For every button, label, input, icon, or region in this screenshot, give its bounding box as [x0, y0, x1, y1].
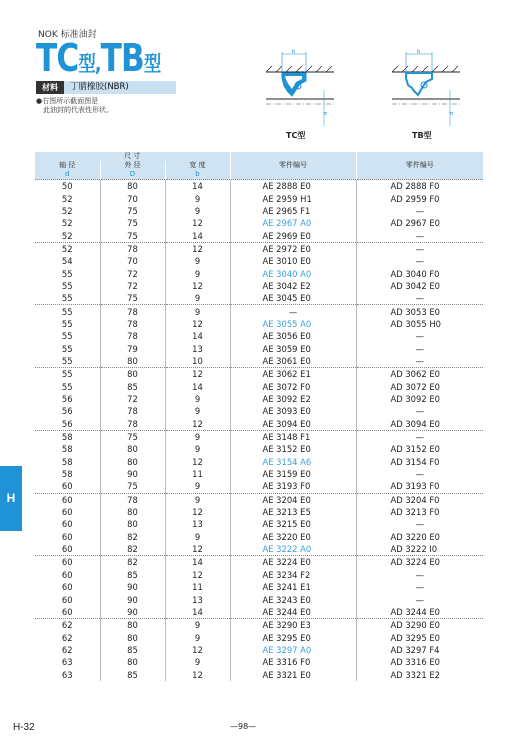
- tb-part-cell: AD 3220 E0: [356, 531, 483, 543]
- housing-hatch: [392, 66, 460, 72]
- outer-cell: 85: [100, 569, 165, 581]
- table-row: [35, 543, 483, 556]
- housing-hatch: [266, 66, 334, 72]
- tb-seal-figure: [388, 48, 468, 128]
- shaft-cell: 56: [61, 406, 73, 417]
- width-cell: 14: [165, 180, 230, 193]
- shaft-cell: 55: [61, 331, 73, 342]
- tc-part-header: 零件编号: [230, 152, 356, 180]
- outer-cell: 72: [100, 280, 165, 292]
- shaft-cell: 60: [61, 606, 73, 617]
- title-tb: TB: [100, 36, 144, 80]
- width-cell: 12: [165, 644, 230, 656]
- tc-part-cell: AE 2969 E0: [230, 229, 356, 242]
- tb-part-cell: —: [356, 430, 483, 443]
- table-row: [35, 556, 483, 569]
- seal-table: [35, 152, 483, 681]
- tb-part-cell: AD 3224 E0: [356, 556, 483, 569]
- tc-part-cell: AE 3094 E0: [230, 418, 356, 431]
- title-type1: 型: [78, 52, 95, 76]
- outer-cell: 80: [100, 368, 165, 381]
- width-cell: 9: [165, 656, 230, 668]
- width-cell: 12: [165, 418, 230, 431]
- tc-part-cell: AE 3222 A0: [230, 543, 356, 556]
- outer-cell: 85: [100, 668, 165, 680]
- page-number: —98—: [230, 722, 257, 731]
- table-row: [35, 493, 483, 506]
- tc-part-cell: AE 3061 E0: [230, 355, 356, 368]
- outer-header: 外 径: [100, 161, 165, 170]
- shaft-cell: 62: [61, 644, 73, 655]
- shaft-cell: 60: [61, 531, 73, 542]
- table-row: [35, 531, 483, 543]
- tb-part-cell: AD 2967 E0: [356, 217, 483, 229]
- shaft-cell: 56: [61, 418, 73, 429]
- dims-header: 尺 寸: [35, 152, 230, 161]
- outer-cell: 75: [100, 292, 165, 305]
- shaft-cell: 58: [35, 430, 100, 443]
- tc-part-cell: AE 3092 E2: [230, 393, 356, 405]
- outer-cell: 72: [100, 267, 165, 279]
- tb-part-cell: AD 3062 E0: [356, 368, 483, 381]
- width-cell: 9: [165, 531, 230, 543]
- width-cell: 13: [165, 518, 230, 530]
- table-row: [35, 443, 483, 455]
- width-symbol: b: [165, 170, 230, 180]
- outer-cell: 70: [100, 255, 165, 267]
- width-header: 宽 度: [165, 161, 230, 170]
- tc-part-cell: —: [230, 305, 356, 318]
- width-cell: 9: [165, 443, 230, 455]
- outer-cell: 80: [100, 631, 165, 643]
- width-cell: 9: [165, 619, 230, 632]
- tc-part-cell: AE 3321 E0: [230, 668, 356, 680]
- table-row: [35, 342, 483, 354]
- shaft-cell: 62: [61, 632, 73, 643]
- tc-part-cell: AE 3244 E0: [230, 606, 356, 619]
- table-row: [35, 393, 483, 405]
- table-row: [35, 606, 483, 619]
- outer-cell: 78: [100, 493, 165, 506]
- outer-cell: 79: [100, 342, 165, 354]
- dim-b-label: b: [417, 49, 421, 55]
- outer-cell: 78: [100, 318, 165, 330]
- outer-cell: 80: [100, 355, 165, 368]
- tb-part-cell: AD 3072 E0: [356, 381, 483, 393]
- table-row: [35, 569, 483, 581]
- note-line-1: ●右图所示截面图是: [36, 97, 99, 105]
- tc-part-cell: AE 3215 E0: [230, 518, 356, 530]
- outer-cell: 80: [100, 619, 165, 632]
- shaft-cell: 60: [61, 544, 73, 555]
- tb-part-cell: AD 3321 E2: [356, 668, 483, 680]
- table-row: [35, 405, 483, 417]
- shaft-cell: 62: [35, 619, 100, 632]
- tc-part-cell: AE 3042 E2: [230, 280, 356, 292]
- shaft-cell: 63: [61, 657, 73, 668]
- table-row: [35, 506, 483, 518]
- width-cell: 14: [165, 381, 230, 393]
- outer-cell: 78: [100, 330, 165, 342]
- shaft-cell: 55: [35, 305, 100, 318]
- width-cell: 10: [165, 355, 230, 368]
- tb-part-cell: —: [356, 581, 483, 593]
- width-cell: 12: [165, 280, 230, 292]
- table-row: [35, 255, 483, 267]
- shaft-cell: 55: [35, 368, 100, 381]
- width-cell: 9: [165, 480, 230, 493]
- outer-cell: 75: [100, 217, 165, 229]
- tb-part-cell: AD 3152 E0: [356, 443, 483, 455]
- tc-part-cell: AE 2967 A0: [230, 217, 356, 229]
- tc-part-cell: AE 3059 E0: [230, 342, 356, 354]
- outer-cell: 90: [100, 468, 165, 480]
- table-row: [35, 180, 483, 193]
- width-cell: 12: [165, 569, 230, 581]
- shaft-cell: 60: [61, 582, 73, 593]
- tb-part-cell: AD 3042 E0: [356, 280, 483, 292]
- outer-cell: 70: [100, 192, 165, 204]
- tb-part-cell: AD 3094 E0: [356, 418, 483, 431]
- tb-figure-label: TB型: [412, 131, 432, 140]
- section-tab-h: H: [0, 466, 22, 531]
- outer-cell: 78: [100, 405, 165, 417]
- shaft-cell: 55: [61, 355, 73, 366]
- width-cell: 9: [165, 267, 230, 279]
- tb-part-cell: —: [356, 593, 483, 605]
- shaft-cell: 52: [61, 193, 73, 204]
- tb-part-cell: —: [356, 242, 483, 255]
- shaft-cell: 55: [61, 293, 73, 304]
- outer-cell: 75: [100, 430, 165, 443]
- width-cell: 13: [165, 593, 230, 605]
- tb-part-cell: AD 3297 F4: [356, 644, 483, 656]
- outer-cell: 82: [100, 531, 165, 543]
- outer-cell: 72: [100, 393, 165, 405]
- shaft-header: 轴 径: [35, 161, 100, 170]
- tc-part-cell: AE 3152 E0: [230, 443, 356, 455]
- outer-cell: 80: [100, 443, 165, 455]
- title-type2: 型: [143, 52, 161, 76]
- width-cell: 11: [165, 581, 230, 593]
- tc-part-cell: AE 3234 F2: [230, 569, 356, 581]
- tb-part-cell: AD 3213 F0: [356, 506, 483, 518]
- outer-cell: 80: [100, 506, 165, 518]
- table-row: [35, 242, 483, 255]
- table-row: [35, 368, 483, 381]
- table-row: [35, 217, 483, 229]
- width-cell: 12: [165, 242, 230, 255]
- shaft-cell: 60: [61, 569, 73, 580]
- tb-part-cell: AD 3193 F0: [356, 480, 483, 493]
- shaft-cell: 50: [35, 180, 100, 193]
- width-cell: 9: [165, 493, 230, 506]
- table-row: [35, 418, 483, 431]
- tc-part-cell: AE 3241 E1: [230, 581, 356, 593]
- width-cell: 9: [165, 631, 230, 643]
- tc-part-cell: AE 3062 E1: [230, 368, 356, 381]
- outer-cell: 80: [100, 656, 165, 668]
- outer-cell: 90: [100, 606, 165, 619]
- tc-part-cell: AE 3224 E0: [230, 556, 356, 569]
- table-row: [35, 593, 483, 605]
- shaft-cell: 55: [61, 381, 73, 392]
- table-row: [35, 430, 483, 443]
- table-row: [35, 318, 483, 330]
- table-body: [35, 180, 483, 681]
- outer-cell: 85: [100, 644, 165, 656]
- width-cell: 9: [165, 255, 230, 267]
- outer-cell: 78: [100, 305, 165, 318]
- brand-label: NOK 标准油封: [38, 30, 97, 40]
- width-cell: 9: [165, 205, 230, 217]
- outer-cell: 75: [100, 480, 165, 493]
- table-row: [35, 631, 483, 643]
- outer-cell: 82: [100, 543, 165, 556]
- page-title: [36, 36, 160, 80]
- table-row: [35, 518, 483, 530]
- shaft-cell: 52: [61, 230, 73, 241]
- width-cell: 9: [165, 393, 230, 405]
- tc-part-cell: AE 2972 E0: [230, 242, 356, 255]
- shaft-cell: 55: [61, 280, 73, 291]
- tb-part-cell: AD 3204 F0: [356, 493, 483, 506]
- width-cell: 12: [165, 217, 230, 229]
- tc-part-cell: AE 3072 F0: [230, 381, 356, 393]
- shaft-cell: 52: [61, 218, 73, 229]
- tc-part-cell: AE 3297 A0: [230, 644, 356, 656]
- shaft-cell: 58: [61, 456, 73, 467]
- outer-cell: 82: [100, 556, 165, 569]
- table-row: [35, 205, 483, 217]
- tb-part-cell: —: [356, 355, 483, 368]
- tc-part-cell: AE 3010 E0: [230, 255, 356, 267]
- tb-part-cell: AD 3222 I0: [356, 543, 483, 556]
- tc-part-cell: AE 3159 E0: [230, 468, 356, 480]
- material-value: 丁腈橡胶(NBR): [70, 82, 129, 92]
- shaft-cell: 60: [61, 481, 73, 492]
- table-row: [35, 330, 483, 342]
- page-code: H-32: [13, 722, 35, 733]
- tc-part-cell: AE 3154 A6: [230, 456, 356, 468]
- tb-part-cell: AD 3290 E0: [356, 619, 483, 632]
- shaft-cell: 55: [61, 268, 73, 279]
- table-row: [35, 267, 483, 279]
- table-row: [35, 192, 483, 204]
- width-cell: 13: [165, 342, 230, 354]
- width-cell: 9: [165, 405, 230, 417]
- tc-part-cell: AE 3093 E0: [230, 405, 356, 417]
- table-row: [35, 292, 483, 305]
- shaft-cell: 54: [61, 256, 73, 267]
- table-row: [35, 456, 483, 468]
- table-row: [35, 668, 483, 680]
- shaft-cell: 52: [61, 205, 73, 216]
- tb-part-cell: AD 3055 H0: [356, 318, 483, 330]
- table-row: [35, 381, 483, 393]
- material-label: 材料: [36, 81, 64, 94]
- tb-part-cell: —: [356, 405, 483, 417]
- tc-part-cell: AE 3055 A0: [230, 318, 356, 330]
- outer-symbol: D: [100, 170, 165, 180]
- table-row: [35, 656, 483, 668]
- width-cell: 12: [165, 543, 230, 556]
- tb-part-cell: AD 3040 F0: [356, 267, 483, 279]
- width-cell: 9: [165, 192, 230, 204]
- tc-part-cell: AE 3040 A0: [230, 267, 356, 279]
- tb-part-cell: —: [356, 342, 483, 354]
- title-tc: TC: [36, 36, 79, 80]
- width-cell: 11: [165, 468, 230, 480]
- shaft-cell: 60: [61, 507, 73, 518]
- shaft-cell: 56: [61, 394, 73, 405]
- tb-part-cell: AD 3316 E0: [356, 656, 483, 668]
- table-row: [35, 619, 483, 632]
- tb-part-cell: AD 3244 E0: [356, 606, 483, 619]
- table-row: [35, 305, 483, 318]
- tb-part-cell: —: [356, 255, 483, 267]
- shaft-cell: 55: [61, 343, 73, 354]
- tb-part-cell: AD 3053 E0: [356, 305, 483, 318]
- tc-part-cell: AE 3213 E5: [230, 506, 356, 518]
- table-row: [35, 480, 483, 493]
- tc-part-cell: AE 2965 F1: [230, 205, 356, 217]
- outer-cell: 78: [100, 418, 165, 431]
- table-row: [35, 280, 483, 292]
- table-row: [35, 644, 483, 656]
- width-cell: 9: [165, 305, 230, 318]
- tb-part-cell: —: [356, 518, 483, 530]
- dim-d-label: d: [449, 111, 455, 115]
- tc-part-cell: AE 3243 E0: [230, 593, 356, 605]
- tb-part-cell: AD 3154 F0: [356, 456, 483, 468]
- tc-part-cell: AE 2888 E0: [230, 180, 356, 193]
- shaft-cell: 58: [61, 444, 73, 455]
- table-row: [35, 468, 483, 480]
- tc-seal-figure: [262, 48, 342, 128]
- width-cell: 9: [165, 430, 230, 443]
- dim-b-label: b: [292, 49, 296, 55]
- tc-part-cell: AE 3148 F1: [230, 430, 356, 443]
- tb-part-cell: —: [356, 205, 483, 217]
- outer-cell: 75: [100, 205, 165, 217]
- width-cell: 14: [165, 606, 230, 619]
- tb-part-cell: AD 3295 E0: [356, 631, 483, 643]
- outer-cell: 78: [100, 242, 165, 255]
- dim-d-label: d: [323, 111, 329, 115]
- outer-cell: 85: [100, 381, 165, 393]
- tc-part-cell: AE 3204 E0: [230, 493, 356, 506]
- width-cell: 12: [165, 506, 230, 518]
- width-cell: 12: [165, 456, 230, 468]
- outer-cell: 80: [100, 518, 165, 530]
- tc-figure-label: TC型: [286, 131, 306, 140]
- tb-part-header: 零件编号: [356, 152, 483, 180]
- shaft-cell: 60: [35, 556, 100, 569]
- outer-cell: 90: [100, 593, 165, 605]
- shaft-cell: 55: [61, 318, 73, 329]
- width-cell: 12: [165, 368, 230, 381]
- note: [36, 97, 113, 115]
- tb-part-cell: —: [356, 569, 483, 581]
- tc-part-cell: AE 3295 E0: [230, 631, 356, 643]
- shaft-cell: 60: [61, 594, 73, 605]
- tb-part-cell: —: [356, 468, 483, 480]
- width-cell: 12: [165, 318, 230, 330]
- note-line-2: 此油封的代表性形状。: [36, 106, 113, 114]
- outer-cell: 75: [100, 229, 165, 242]
- table-row: [35, 355, 483, 368]
- tb-part-cell: AD 3092 E0: [356, 393, 483, 405]
- tc-part-cell: AE 3045 E0: [230, 292, 356, 305]
- tb-part-cell: AD 2959 F0: [356, 192, 483, 204]
- shaft-cell: 60: [61, 519, 73, 530]
- title-sep: ,: [94, 52, 101, 76]
- outer-cell: 80: [100, 180, 165, 193]
- tc-part-cell: AE 3056 E0: [230, 330, 356, 342]
- shaft-symbol: d: [35, 170, 100, 180]
- width-cell: 12: [165, 668, 230, 680]
- outer-cell: 90: [100, 581, 165, 593]
- width-cell: 14: [165, 556, 230, 569]
- shaft-cell: 52: [35, 242, 100, 255]
- tc-part-cell: AE 3316 F0: [230, 656, 356, 668]
- width-cell: 14: [165, 229, 230, 242]
- outer-cell: 80: [100, 456, 165, 468]
- shaft-cell: 60: [35, 493, 100, 506]
- tb-part-cell: —: [356, 292, 483, 305]
- shaft-cell: 58: [61, 469, 73, 480]
- width-cell: 9: [165, 292, 230, 305]
- tc-part-cell: AE 2959 H1: [230, 192, 356, 204]
- tb-part-cell: —: [356, 330, 483, 342]
- table-row: [35, 581, 483, 593]
- shaft-cell: 63: [61, 669, 73, 680]
- tc-part-cell: AE 3220 E0: [230, 531, 356, 543]
- width-cell: 14: [165, 330, 230, 342]
- tc-part-cell: AE 3290 E3: [230, 619, 356, 632]
- tb-part-cell: AD 2888 F0: [356, 180, 483, 193]
- tc-part-cell: AE 3193 F0: [230, 480, 356, 493]
- table-row: [35, 229, 483, 242]
- tb-part-cell: —: [356, 229, 483, 242]
